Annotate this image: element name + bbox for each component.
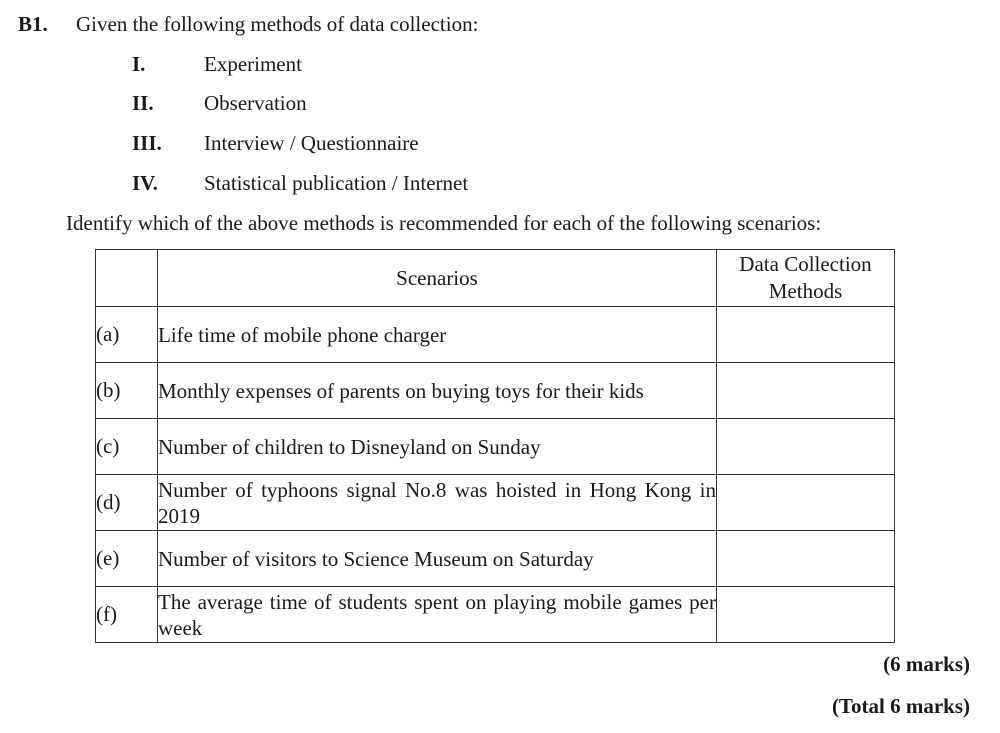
header-label-cell <box>96 250 158 307</box>
row-scenario: Number of typhoons signal No.8 was hoisted in Hong Kong in 2019 <box>158 475 717 531</box>
row-scenario: Life time of mobile phone charger <box>158 307 717 363</box>
method-name: Experiment <box>204 52 302 76</box>
table-row <box>96 419 895 475</box>
row-scenario: The average time of students spent on playing mobile games per week <box>158 587 717 643</box>
row-label: (f) <box>96 587 158 643</box>
row-label: (c) <box>96 419 158 475</box>
method-item <box>132 171 632 201</box>
method-name: Statistical publication / Internet <box>204 171 469 195</box>
header-methods <box>717 250 895 307</box>
total-marks-label: (Total 6 marks) <box>831 694 970 718</box>
table-row <box>96 363 895 419</box>
answer-cell[interactable] <box>717 307 895 363</box>
row-scenario: Number of visitors to Science Museum on Saturday <box>158 531 717 587</box>
answer-cell[interactable] <box>717 475 895 531</box>
header-methods-line1: Data Collection <box>739 252 872 276</box>
answer-cell[interactable] <box>717 531 895 587</box>
header-methods-line2: Methods <box>768 279 843 303</box>
method-item <box>132 131 632 161</box>
marks-label: (6 marks) <box>883 652 970 676</box>
method-item <box>132 91 632 121</box>
table-row <box>96 531 895 587</box>
method-item <box>132 52 632 82</box>
answer-cell[interactable] <box>717 587 895 643</box>
method-name: Interview / Questionnaire <box>204 131 419 155</box>
method-numeral: III. <box>132 131 162 155</box>
answer-cell[interactable] <box>717 363 895 419</box>
header-scenarios: Scenarios <box>158 250 717 307</box>
row-scenario: Number of children to Disneyland on Sunday <box>158 419 717 475</box>
method-numeral: IV. <box>132 171 158 195</box>
scenarios-table <box>95 249 895 643</box>
method-numeral: I. <box>132 52 146 76</box>
method-name: Observation <box>204 91 307 115</box>
question-intro: Given the following methods of data collection: <box>76 12 479 36</box>
question-number: B1. <box>18 12 48 36</box>
row-label: (d) <box>96 475 158 531</box>
table-header-row <box>96 250 895 307</box>
table-row <box>96 307 895 363</box>
table-row <box>96 587 895 643</box>
answer-cell[interactable] <box>717 419 895 475</box>
row-label: (b) <box>96 363 158 419</box>
row-label: (a) <box>96 307 158 363</box>
table-row <box>96 475 895 531</box>
row-label: (e) <box>96 531 158 587</box>
method-numeral: II. <box>132 91 154 115</box>
row-scenario: Monthly expenses of parents on buying toys for their kids <box>158 363 717 419</box>
instruction-text: Identify which of the above methods is recommended for each of the following scenarios: <box>66 211 822 235</box>
